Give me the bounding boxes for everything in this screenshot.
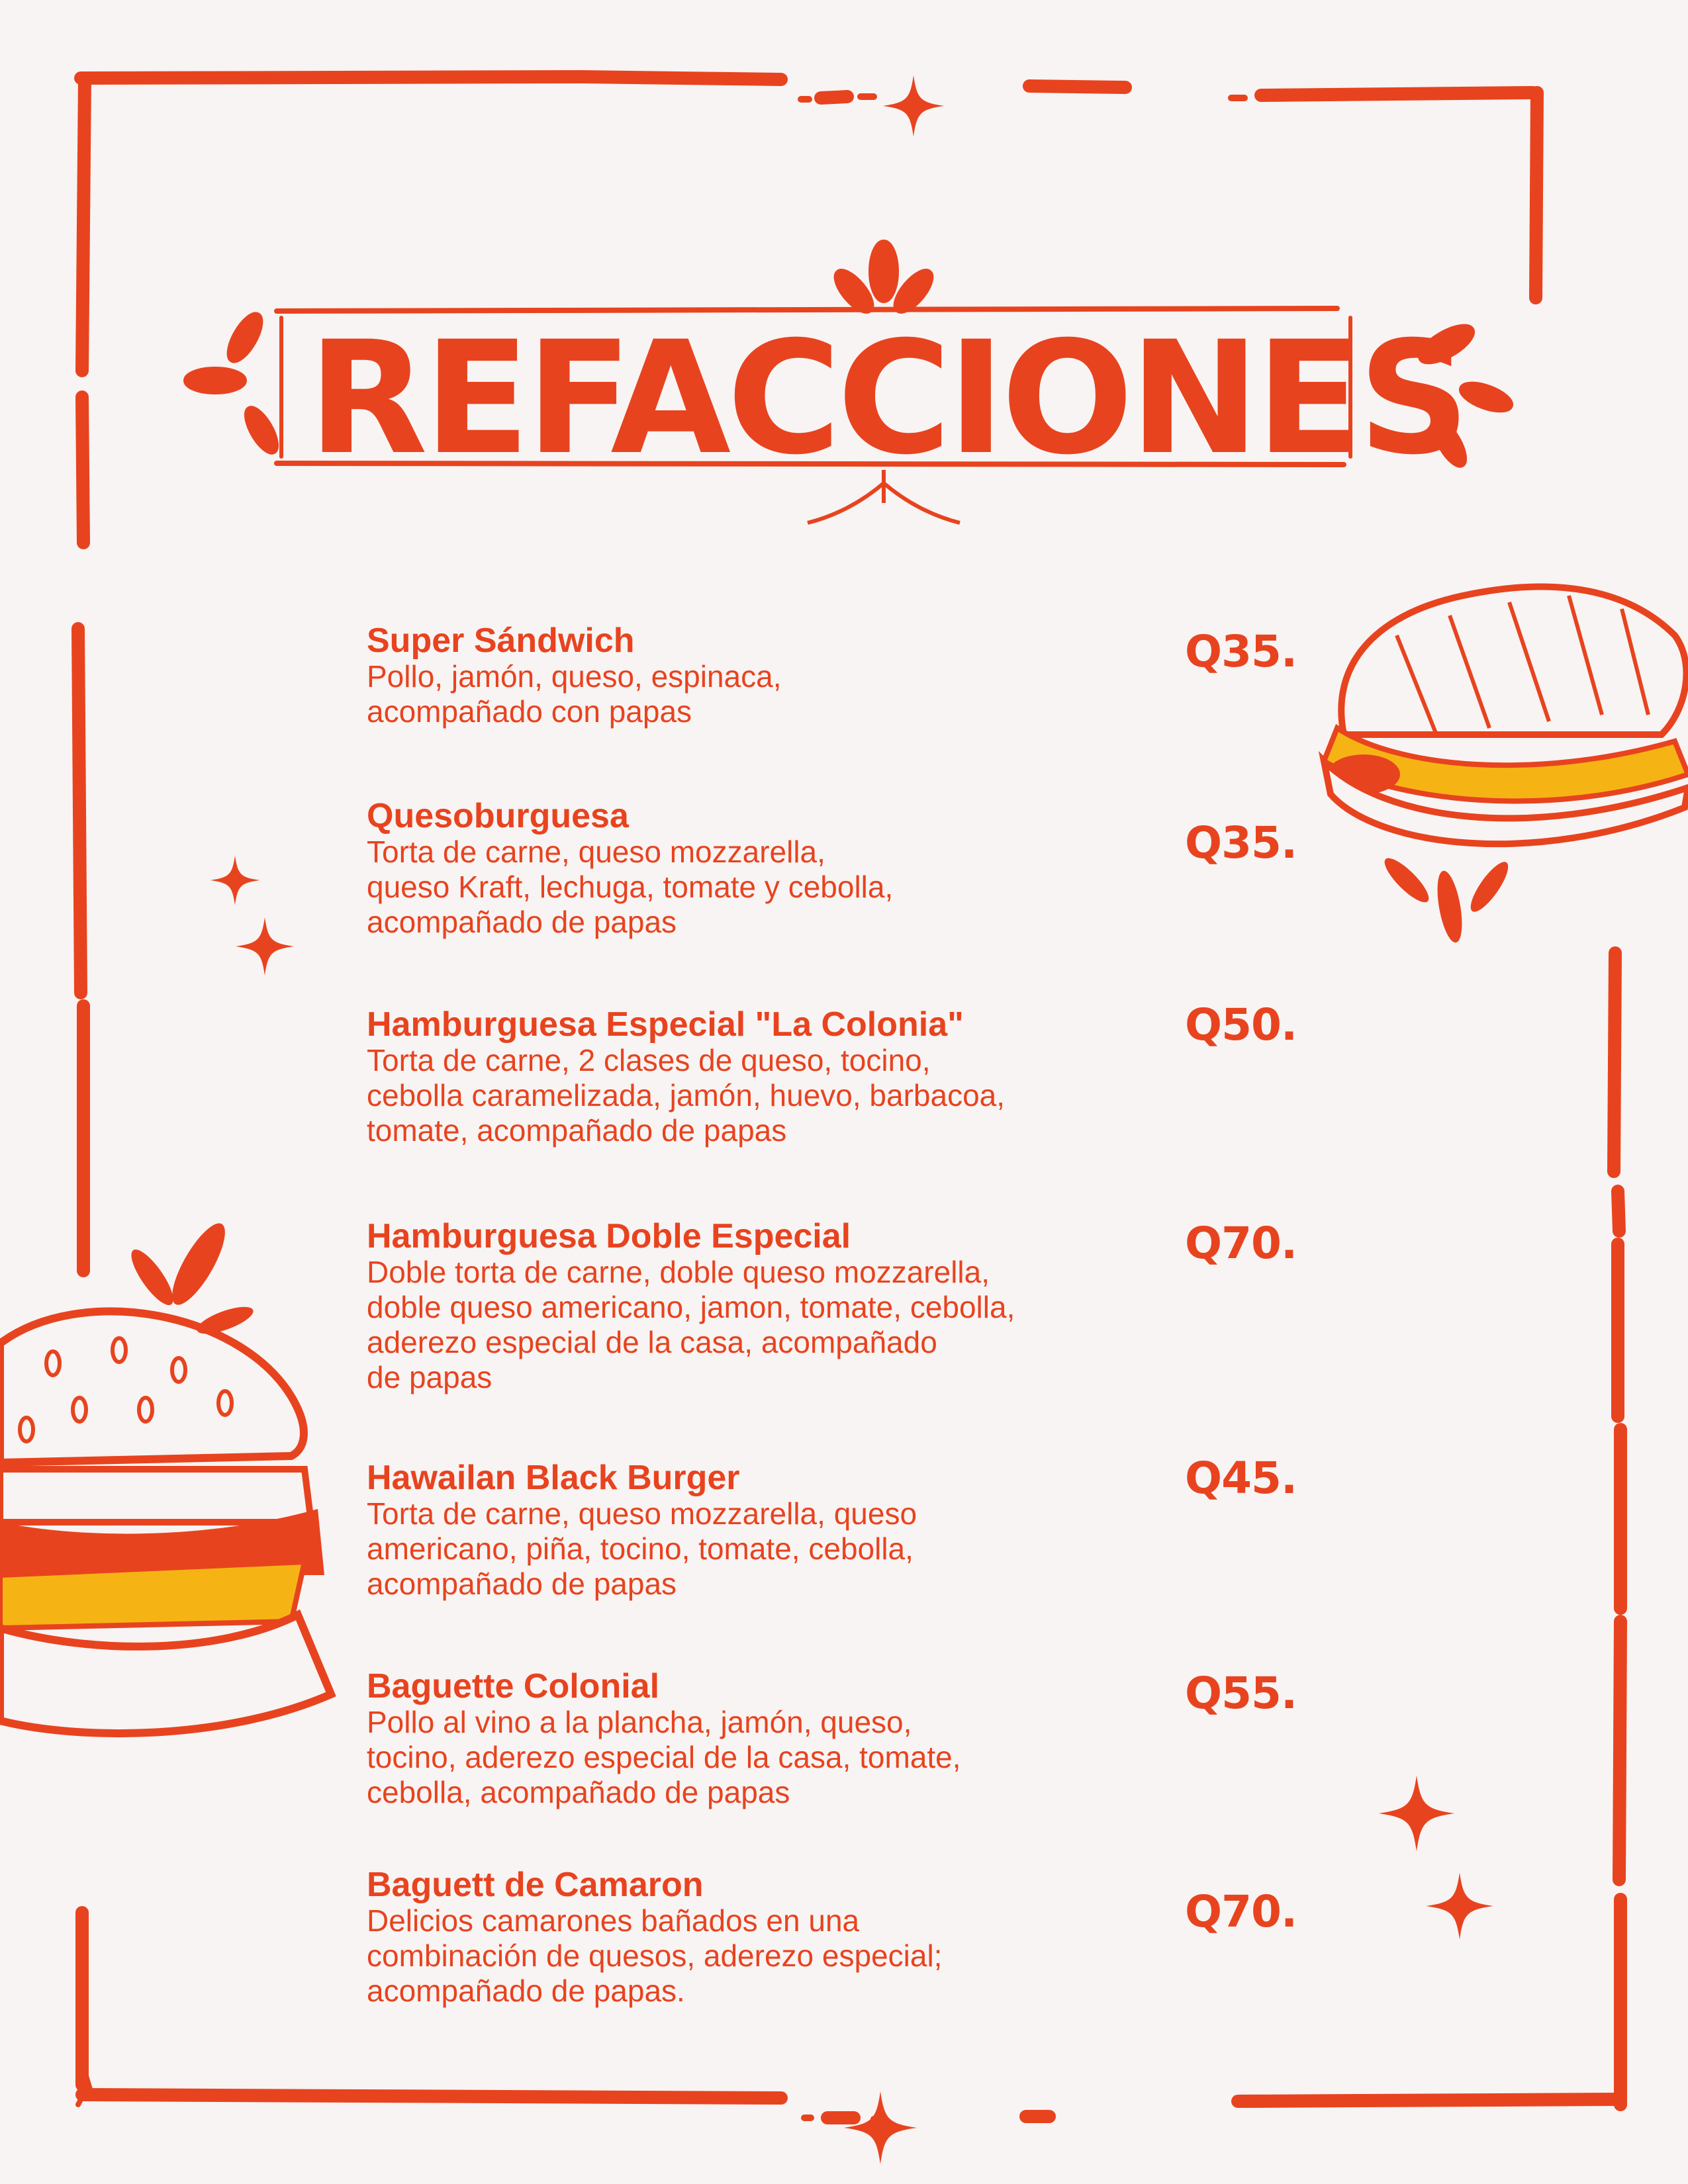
menu-item xyxy=(367,1218,1360,1395)
item-name: Baguette Colonial xyxy=(367,1667,660,1706)
item-description: Torta de carne, queso mozzarella, queso americano, piña, tocino, tomate, cebolla, acompañado de papas xyxy=(367,1496,917,1601)
item-price: Q45. xyxy=(1185,1453,1297,1504)
burger-illustration xyxy=(0,1216,331,1733)
item-name: Quesoburguesa xyxy=(367,797,629,835)
item-description: Torta de carne, 2 clases de queso, tocino, cebolla caramelizada, jamón, huevo, barbacoa, tomate, acompañado de papas xyxy=(367,1043,1006,1148)
item-description: Doble torta de carne, doble queso mozzarella, doble queso americano, jamon, tomate, cebolla, aderezo especial de la casa, acompañado de papas xyxy=(367,1255,1015,1394)
menu-item xyxy=(367,1453,1360,1602)
sandwich-illustration xyxy=(1324,587,1688,944)
menu-item xyxy=(367,999,1360,1148)
item-name: Hawailan Black Burger xyxy=(367,1459,740,1497)
item-name: Hamburguesa Doble Especial xyxy=(367,1217,851,1255)
page-title: REFACCIONES xyxy=(308,308,1466,489)
menu-item xyxy=(367,1866,1360,2009)
item-price: Q50. xyxy=(1185,999,1297,1050)
item-description: Pollo al vino a la plancha, jamón, queso, tocino, aderezo especial de la casa, tomate, cebolla, acompañado de papas xyxy=(367,1705,961,1809)
item-price: Q70. xyxy=(1185,1886,1297,1937)
item-price: Q35. xyxy=(1185,817,1297,868)
menu-item xyxy=(367,1668,1360,1810)
menu-item xyxy=(367,797,1360,940)
item-description: Torta de carne, queso mozzarella, queso Kraft, lechuga, tomate y cebolla, acompañado de papas xyxy=(367,835,894,939)
item-price: Q70. xyxy=(1185,1218,1297,1269)
item-name: Baguett de Camaron xyxy=(367,1866,704,1904)
menu-item xyxy=(367,622,1360,729)
item-description: Delicios camarones bañados en una combinación de quesos, aderezo especial; acompañado de papas. xyxy=(367,1903,943,2008)
item-price: Q35. xyxy=(1185,626,1297,677)
item-price: Q55. xyxy=(1185,1668,1297,1719)
item-name: Hamburguesa Especial "La Colonia" xyxy=(367,1005,964,1044)
item-name: Super Sándwich xyxy=(367,621,635,660)
item-description: Pollo, jamón, queso, espinaca, acompañado con papas xyxy=(367,659,782,729)
